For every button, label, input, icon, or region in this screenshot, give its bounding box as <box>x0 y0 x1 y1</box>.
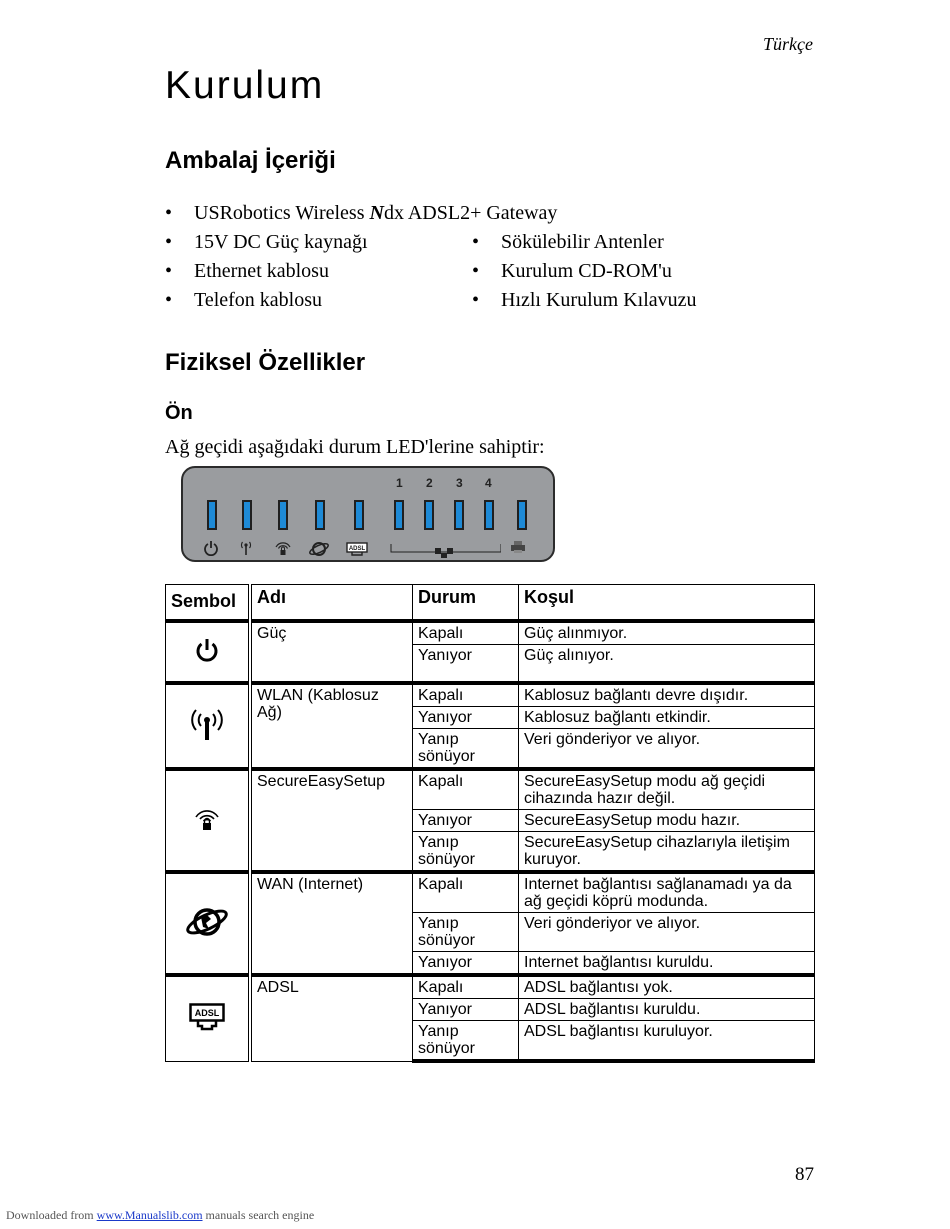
condition-cell: SecureEasySetup cihazlarıyla iletişim kuruyor. <box>519 832 815 873</box>
column-header-symbol: Sembol <box>166 585 251 622</box>
condition-cell: ADSL bağlantısı kuruldu. <box>519 999 815 1021</box>
condition-cell: Kablosuz bağlantı devre dışıdır. <box>519 683 815 707</box>
state-cell: Yanıyor <box>413 952 519 976</box>
table-row <box>166 769 815 810</box>
table-row <box>166 975 815 999</box>
state-cell: Yanıp sönüyor <box>413 832 519 873</box>
symbol-cell <box>166 683 251 769</box>
state-cell: Yanıyor <box>413 999 519 1021</box>
state-cell: Yanıyor <box>413 707 519 729</box>
state-cell: Kapalı <box>413 683 519 707</box>
bullet-icon: • <box>472 231 480 253</box>
led-usb <box>517 500 527 530</box>
symbol-cell <box>166 975 251 1061</box>
wlan-icon <box>238 540 254 556</box>
column-header-name: Adı <box>250 585 413 622</box>
download-footer <box>6 1208 314 1223</box>
table-header-row <box>166 585 815 622</box>
adsl-panel-label: ADSL <box>348 546 366 552</box>
led-internet <box>315 500 325 530</box>
manualslib-link[interactable]: www.Manualslib.com <box>96 1208 203 1222</box>
state-cell: Yanıp sönüyor <box>413 729 519 770</box>
table-row <box>166 683 815 707</box>
download-prefix: Downloaded from <box>6 1208 97 1222</box>
symbol-cell <box>166 769 251 872</box>
bullet-icon: • <box>472 289 480 311</box>
bullet-icon: • <box>165 202 173 224</box>
name-cell: WAN (Internet) <box>250 872 413 975</box>
symbol-cell <box>166 872 251 975</box>
state-cell: Yanıyor <box>413 645 519 684</box>
list-item-text: 15V DC Güç kaynağı <box>194 231 368 253</box>
port-number: 3 <box>456 476 463 490</box>
list-item <box>165 289 322 312</box>
bullet-icon: • <box>165 289 173 311</box>
intro-paragraph: Ağ geçidi aşağıdaki durum LED'lerine sahiptir: <box>165 436 545 458</box>
list-item-text: Telefon kablosu <box>194 289 323 311</box>
led-lan-3 <box>454 500 464 530</box>
led-panel <box>181 466 555 562</box>
list-item-text: Kurulum CD-ROM'u <box>501 260 672 282</box>
led-status-table <box>165 584 815 1063</box>
condition-cell: Veri gönderiyor ve alıyor. <box>519 729 815 770</box>
list-item <box>472 231 664 254</box>
led-adsl <box>354 500 364 530</box>
state-cell: Yanıp sönüyor <box>413 1021 519 1062</box>
adsl-icon <box>189 1003 225 1031</box>
download-suffix: manuals search engine <box>202 1208 315 1222</box>
state-cell: Kapalı <box>413 621 519 645</box>
led-lan-1 <box>394 500 404 530</box>
product-prefix: USRobotics Wireless <box>194 202 370 224</box>
adsl-symbol-label: ADSL <box>194 1007 220 1018</box>
front-subheading: Ön <box>165 402 193 424</box>
state-cell: Yanıp sönüyor <box>413 913 519 952</box>
condition-cell: ADSL bağlantısı yok. <box>519 975 815 999</box>
column-header-state: Durum <box>413 585 519 622</box>
condition-cell: ADSL bağlantısı kuruluyor. <box>519 1021 815 1062</box>
condition-cell: Internet bağlantısı sağlanamadı ya da ağ geçidi köprü modunda. <box>519 872 815 913</box>
list-item <box>165 231 368 254</box>
name-cell: ADSL <box>250 975 413 1061</box>
list-item-text: Hızlı Kurulum Kılavuzu <box>501 289 697 311</box>
condition-cell: Internet bağlantısı kuruldu. <box>519 952 815 976</box>
state-cell: Kapalı <box>413 975 519 999</box>
list-item <box>472 260 672 283</box>
page-title: Kurulum <box>165 64 325 107</box>
table-row <box>166 621 815 645</box>
power-icon <box>194 636 220 664</box>
port-number: 1 <box>396 476 403 490</box>
product-suffix: dx ADSL2+ Gateway <box>383 202 558 224</box>
symbol-cell <box>166 621 251 683</box>
led-wlan <box>242 500 252 530</box>
list-item <box>472 289 697 312</box>
led-power <box>207 500 217 530</box>
condition-cell: Kablosuz bağlantı etkindir. <box>519 707 815 729</box>
power-icon <box>203 540 219 556</box>
list-item-text: Sökülebilir Antenler <box>501 231 664 253</box>
wlan-icon <box>191 707 223 741</box>
page-number: 87 <box>795 1164 814 1185</box>
list-item-text: Ethernet kablosu <box>194 260 329 282</box>
led-secure-easy-setup <box>278 500 288 530</box>
list-item <box>165 260 329 283</box>
condition-cell: SecureEasySetup modu ağ geçidi cihazında hazır değil. <box>519 769 815 810</box>
port-number: 2 <box>426 476 433 490</box>
condition-cell: Veri gönderiyor ve alıyor. <box>519 913 815 952</box>
name-cell: WLAN (Kablosuz Ağ) <box>250 683 413 769</box>
led-lan-4 <box>484 500 494 530</box>
bullet-icon: • <box>472 260 480 282</box>
internet-icon <box>309 540 329 558</box>
secure-easy-setup-icon <box>274 540 292 556</box>
port-number: 4 <box>485 476 492 490</box>
column-header-condition: Koşul <box>519 585 815 622</box>
lan-icon <box>389 544 501 558</box>
condition-cell: Güç alınmıyor. <box>519 621 815 645</box>
name-cell: Güç <box>250 621 413 683</box>
printer-icon <box>509 540 527 554</box>
physical-heading: Fiziksel Özellikler <box>165 349 366 376</box>
state-cell: Kapalı <box>413 769 519 810</box>
language-label: Türkçe <box>763 34 813 54</box>
condition-cell: SecureEasySetup modu hazır. <box>519 810 815 832</box>
bullet-icon: • <box>165 231 173 253</box>
state-cell: Kapalı <box>413 872 519 913</box>
state-cell: Yanıyor <box>413 810 519 832</box>
product-n: N <box>369 202 384 224</box>
bullet-icon: • <box>165 260 173 282</box>
secure-easy-setup-icon <box>193 806 221 832</box>
internet-icon <box>185 905 229 939</box>
name-cell: SecureEasySetup <box>250 769 413 872</box>
table-row <box>166 872 815 913</box>
list-item-product <box>165 202 557 225</box>
condition-cell: Güç alınıyor. <box>519 645 815 684</box>
package-heading: Ambalaj İçeriği <box>165 147 336 174</box>
led-lan-2 <box>424 500 434 530</box>
adsl-icon <box>346 542 368 556</box>
